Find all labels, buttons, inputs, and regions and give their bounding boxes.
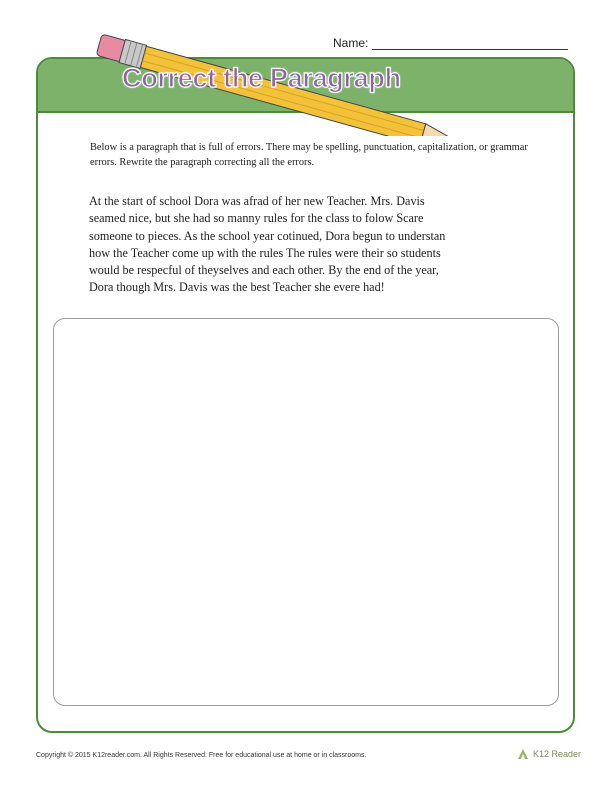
name-label: Name: [333,36,369,50]
page-title: Correct the Paragraph [122,63,401,93]
instructions-text: Below is a paragraph that is full of errors. There may be spelling, punctuation, capitalization, or grammar errors. Rewrite the paragraph correcting all the errors. [90,142,528,168]
logo-text: K12 Reader [533,749,582,759]
paragraph-line: Dora though Mrs. Davis was the best Teacher she evere had! [89,280,385,295]
paragraph-line: how the Teacher come up with the rules The rules were their so students [89,245,441,260]
paragraph-line: someone to pieces. As the school year cotinued, Dora begun to understan [89,228,446,243]
paragraph-line: seamed nice, but she had so manny rules for the class to folow Scare [89,211,424,226]
k12reader-logo [517,748,581,760]
copyright-footer: Copyright © 2015 K12reader.com. All Rights Reserved. Free for educational use at home or in classrooms. [36,752,367,759]
answer-box[interactable] [53,318,559,706]
paragraph-line: would be respecful of theyselves and each other. By the end of the year, [89,263,439,278]
error-paragraph [89,193,529,297]
paragraph-line: At the start of school Dora was afrad of her new Teacher. Mrs. Davis [89,194,425,208]
logo-icon [517,748,529,760]
